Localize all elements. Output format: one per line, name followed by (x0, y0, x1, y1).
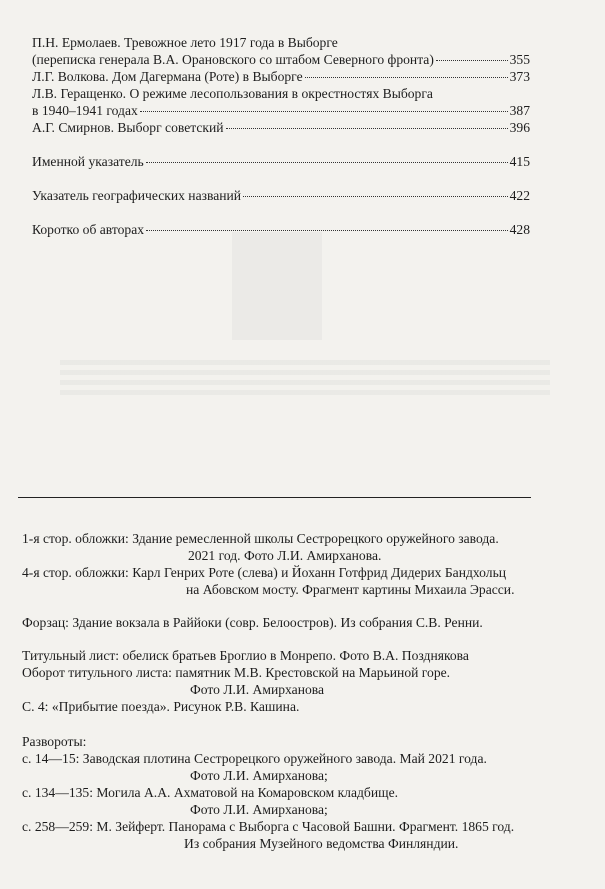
toc-page-number: 355 (509, 52, 530, 67)
credit-line: с. 14—15: Заводская плотина Сестрорецкого оружейного завода. Май 2021 года. (22, 751, 487, 766)
toc-entry (32, 34, 530, 51)
table-of-contents (32, 34, 530, 238)
toc-entry-title: Л.В. Геращенко. О режиме лесопользования в окрестностях Выборга (32, 86, 433, 101)
toc-entry-title-cont: в 1940–1941 годах (32, 103, 138, 118)
credit-line: с. 134—135: Могила А.А. Ахматовой на Комаровском кладбище. (22, 785, 399, 800)
toc-page-number: 415 (509, 154, 530, 169)
toc-page-number: 422 (509, 188, 530, 203)
toc-page-number: 373 (509, 69, 530, 84)
leader-dots (146, 230, 508, 231)
leader-dots (305, 77, 508, 78)
toc-entry-title: Именной указатель (32, 154, 144, 169)
credit-line: 2021 год. Фото Л.И. Амирханова. (188, 548, 382, 563)
credit-line: С. 4: «Прибытие поезда». Рисунок Р.В. Кашина. (22, 699, 300, 714)
leader-dots (226, 128, 508, 129)
toc-entry (32, 68, 530, 85)
toc-entry (32, 85, 530, 102)
bleed-through-image (232, 232, 322, 340)
credit-line: Форзац: Здание вокзала в Раййоки (совр. Белоостров). Из собрания С.В. Ренни. (22, 615, 483, 630)
illustration-credits (22, 530, 542, 852)
leader-dots (436, 60, 508, 61)
credit-line: на Абовском мосту. Фрагмент картины Михаила Эрасси. (186, 582, 515, 597)
credit-line: Оборот титульного листа: памятник М.В. Крестовской на Марьиной горе. (22, 665, 451, 680)
toc-page-number: 387 (509, 103, 530, 118)
toc-page-number: 396 (509, 120, 530, 135)
credit-line: Фото Л.И. Амирханова; (190, 768, 328, 783)
toc-entry (32, 221, 530, 238)
toc-entry (32, 51, 530, 68)
toc-entry (32, 153, 530, 170)
toc-entry-title: Указатель географических названий (32, 188, 242, 203)
credit-line: Фото Л.И. Амирханова; (190, 802, 328, 817)
toc-entry-title: Коротко об авторах (32, 222, 145, 237)
credit-line: Из собрания Музейного ведомства Финляндии. (184, 836, 459, 851)
leader-dots (140, 111, 508, 112)
leader-dots (146, 162, 508, 163)
bleed-through-text (60, 360, 550, 400)
credit-line: Титульный лист: обелиск братьев Броглио в Монрепо. Фото В.А. Позднякова (22, 648, 469, 663)
leader-dots (243, 196, 508, 197)
spreads-heading: Развороты: (22, 734, 87, 749)
toc-entry-title: Л.Г. Волкова. Дом Дагермана (Роте) в Выборге (32, 69, 303, 84)
credit-line: 4-я стор. обложки: Карл Генрих Роте (слева) и Йоханн Готфрид Дидерих Бандхольц (22, 565, 507, 580)
horizontal-rule (18, 497, 531, 498)
toc-entry (32, 187, 530, 204)
toc-entry (32, 119, 530, 136)
toc-entry (32, 102, 530, 119)
toc-entry-title-cont: (переписка генерала В.А. Орановского со штабом Северного фронта) (32, 52, 434, 67)
toc-entry-title: П.Н. Ермолаев. Тревожное лето 1917 года в Выборге (32, 35, 338, 50)
credit-line: 1-я стор. обложки: Здание ремесленной школы Сестрорецкого оружейного завода. (22, 531, 499, 546)
toc-page-number: 428 (509, 222, 530, 237)
toc-entry-title: А.Г. Смирнов. Выборг советский (32, 120, 224, 135)
credit-line: Фото Л.И. Амирханова (190, 682, 325, 697)
credit-line: с. 258—259: М. Зейферт. Панорама с Выборга с Часовой Башни. Фрагмент. 1865 год. (22, 819, 515, 834)
